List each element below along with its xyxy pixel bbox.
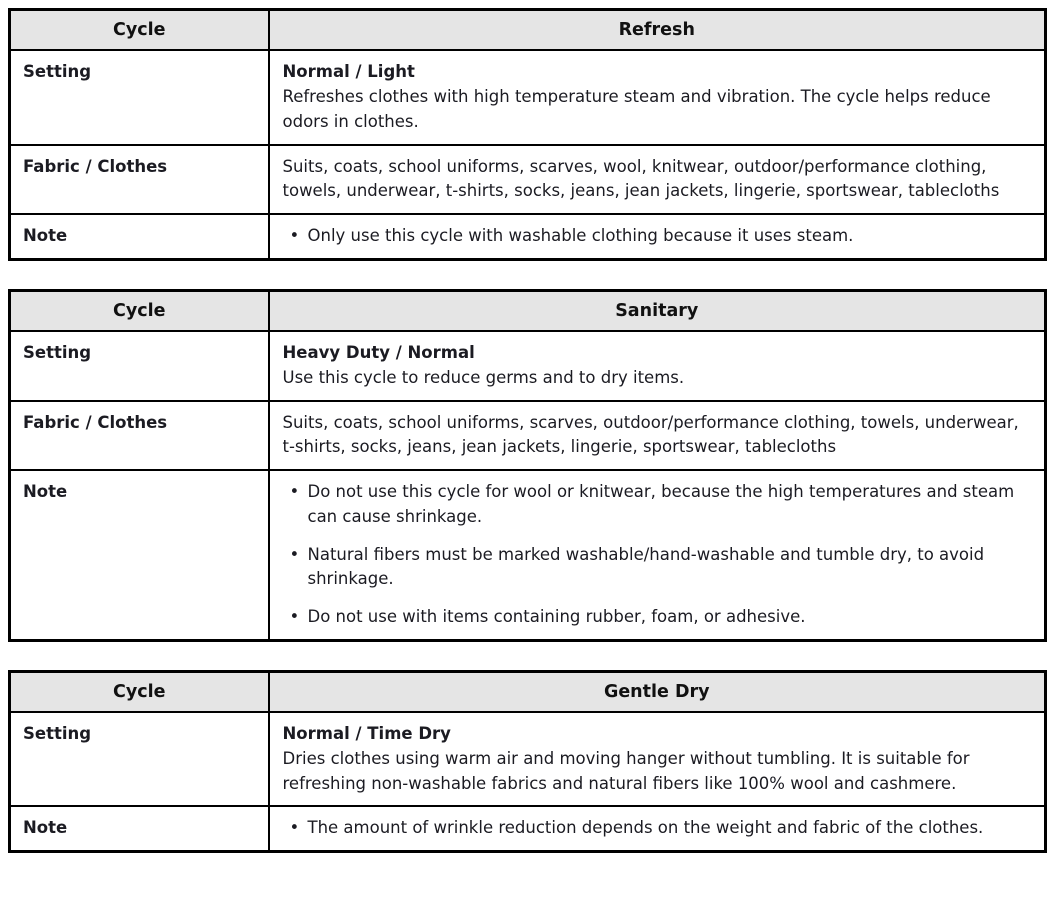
cycle-table (8, 289, 1047, 642)
fabric-label-cell (10, 401, 269, 471)
setting-title: Normal / Time Dry (282, 724, 451, 743)
note-item: • Do not use with items containing rubber, foam, or adhesive. (283, 605, 1032, 630)
note-item: • Do not use this cycle for wool or knitwear, because the high temperatures and steam can cause shrinkage. (283, 480, 1032, 530)
setting-value-cell (269, 331, 1046, 401)
setting-title: Heavy Duty / Normal (282, 343, 475, 362)
setting-label-cell (10, 331, 269, 401)
note-label: Note (23, 818, 68, 838)
note-value-cell (269, 214, 1046, 259)
cycle-name-cell (269, 10, 1046, 51)
fabric-label: Fabric / Clothes (23, 412, 168, 432)
note-list (283, 480, 1032, 630)
setting-value-cell (269, 50, 1046, 144)
note-label: Note (23, 226, 68, 245)
note-label-cell (10, 806, 269, 851)
setting-description: Dries clothes using warm air and moving hanger without tumbling. It is suitable for refreshing non-washable fabrics and natural fibers like 100% wool and cashmere. (282, 748, 970, 793)
note-label-cell (10, 470, 269, 640)
table-header-row (10, 671, 1046, 712)
fabric-label: Fabric / Clothes (23, 156, 168, 176)
note-label-cell (10, 214, 269, 259)
setting-description: Refreshes clothes with high temperature steam and vibration. The cycle helps reduce odors in clothes. (282, 87, 991, 131)
cycle-table (8, 8, 1047, 261)
table-header-row (10, 10, 1046, 51)
note-value-cell (269, 806, 1046, 851)
note-row (10, 214, 1046, 259)
note-item: • Only use this cycle with washable clothing because it uses steam. (283, 224, 1032, 249)
note-list (283, 816, 1032, 841)
setting-row (10, 331, 1046, 401)
cycle-name-cell (269, 290, 1046, 331)
note-row (10, 470, 1046, 640)
setting-label-cell (10, 50, 269, 144)
cycle-header-label: Cycle (113, 20, 166, 40)
cycle-name-cell (269, 671, 1046, 712)
note-item: • Natural fibers must be marked washable/hand-washable and tumble dry, to avoid shrinkage. (283, 543, 1032, 593)
fabric-row (10, 145, 1046, 215)
note-value-cell (269, 470, 1046, 640)
fabric-row (10, 401, 1046, 471)
fabric-value-cell: Suits, coats, school uniforms, scarves, wool, knitwear, outdoor/performance clothing, towels, underwear, t-shirts, socks, jeans, jean jackets, lingerie, sportswear, tablecloths (269, 145, 1046, 215)
setting-label-cell (10, 712, 269, 806)
fabric-value-cell: Suits, coats, school uniforms, scarves, outdoor/performance clothing, towels, underwear, t-shirts, socks, jeans, jean jackets, lingerie, sportswear, tablecloths (269, 401, 1046, 471)
cycle-header-label: Cycle (113, 300, 166, 321)
note-label: Note (23, 482, 68, 501)
setting-row (10, 50, 1046, 144)
cycle-name: Gentle Dry (603, 681, 710, 702)
cycle-table (8, 670, 1047, 853)
setting-row (10, 712, 1046, 806)
setting-label: Setting (23, 343, 92, 362)
setting-label: Setting (23, 724, 92, 743)
table-header-row (10, 290, 1046, 331)
cycle-header-cell (10, 671, 269, 712)
note-item: • The amount of wrinkle reduction depends on the weight and fabric of the clothes. (283, 816, 1032, 841)
setting-description: Use this cycle to reduce germs and to dry items. (282, 367, 685, 387)
setting-value-cell (269, 712, 1046, 806)
setting-title: Normal / Light (282, 62, 415, 82)
note-row (10, 806, 1046, 851)
cycle-name: Refresh (618, 20, 695, 40)
cycle-header-cell (10, 10, 269, 51)
cycle-name: Sanitary (615, 300, 699, 321)
note-list (283, 224, 1032, 249)
setting-label: Setting (23, 62, 92, 82)
fabric-label-cell (10, 145, 269, 215)
cycle-header-label: Cycle (113, 681, 166, 702)
cycle-header-cell (10, 290, 269, 331)
